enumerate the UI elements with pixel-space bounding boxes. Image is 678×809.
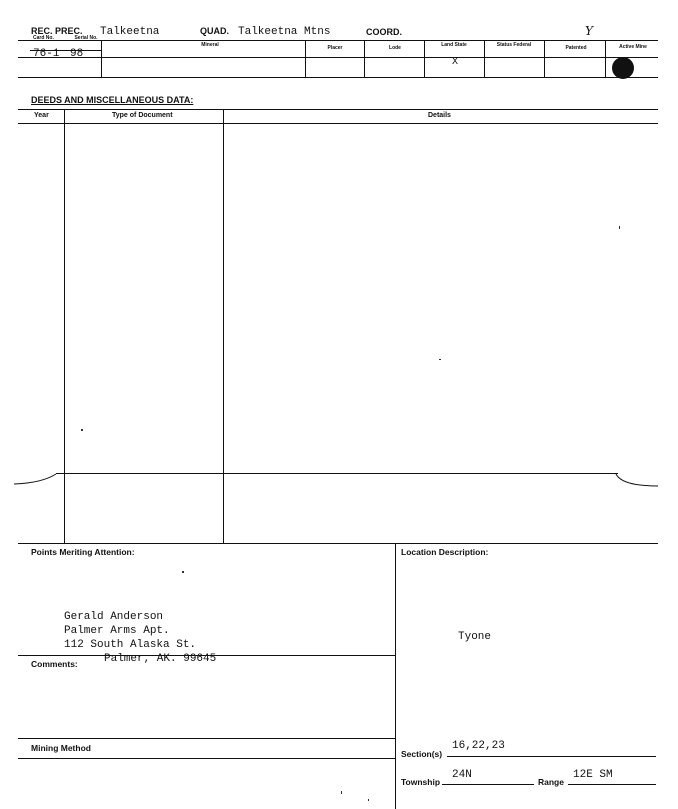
section-label: Section(s) [401, 749, 443, 759]
coord-mark: Y [585, 24, 593, 38]
col-divider [424, 40, 425, 77]
deeds-rule-bottom [18, 543, 658, 544]
land-state-value: X [452, 57, 459, 68]
scan-speck [439, 359, 441, 360]
placer-col-header: Placer [327, 45, 343, 51]
rec-prec-label: REC. PREC. [31, 26, 83, 36]
details-col-header: Details [428, 112, 451, 119]
mining-rule-bottom [18, 758, 395, 759]
address-line: Palmer, AK. 99645 [104, 653, 217, 665]
address-line: Gerald Anderson [64, 611, 164, 623]
col-divider [364, 40, 365, 77]
scan-speck [619, 226, 620, 229]
deeds-col-divider [223, 109, 224, 543]
serial-no-col-header: Serial No. [74, 35, 98, 41]
patented-col-header: Patented [565, 45, 587, 51]
mining-rule [18, 738, 395, 739]
range-underline [568, 784, 656, 785]
location-label: Location Description: [401, 547, 489, 557]
comments-label: Comments: [31, 659, 78, 669]
col-divider [544, 40, 545, 77]
scan-speck [182, 571, 184, 573]
year-col-header: Year [34, 112, 49, 119]
header-rule-top [18, 40, 658, 41]
fold-mark-left [12, 470, 62, 490]
serial-no-value: 98 [70, 48, 84, 60]
card-no-value: 76-1 [33, 48, 60, 60]
scan-speck [341, 791, 342, 794]
township-underline [442, 784, 534, 785]
township-label: Township [401, 777, 441, 787]
col-divider [605, 40, 606, 77]
address-line: 112 South Alaska St. [64, 639, 197, 651]
address-line: Palmer Arms Apt. [64, 625, 170, 637]
active-mine-marker [612, 57, 634, 79]
card-no-col-header: Card No. [33, 35, 54, 41]
type-col-header: Type of Document [112, 112, 173, 119]
status-federal-col-header: Status Federal [496, 42, 532, 48]
deeds-col-divider [64, 109, 65, 543]
coord-label: COORD. [366, 27, 402, 37]
header-rule-bottom [18, 77, 658, 78]
scan-speck [368, 799, 369, 801]
mining-method-label: Mining Method [31, 743, 91, 753]
points-label: Points Meriting Attention: [31, 547, 135, 557]
range-label: Range [538, 777, 564, 787]
deeds-rule-header [18, 123, 658, 124]
active-mine-col-header: Active Mine [619, 44, 647, 50]
header-rule-mid [18, 57, 658, 58]
section-value: 16,22,23 [452, 740, 505, 752]
section-underline [447, 756, 656, 757]
mineral-col-header: Mineral [201, 42, 219, 48]
col-divider [101, 40, 102, 77]
location-value: Tyone [458, 631, 492, 643]
lode-col-header: Lode [389, 45, 401, 51]
lower-col-divider [395, 543, 396, 809]
range-value: 12E SM [573, 769, 613, 781]
land-state-col-header: Land State [441, 42, 467, 48]
rec-prec-value: Talkeetna [100, 26, 160, 38]
col-divider [305, 40, 306, 77]
quad-value: Talkeetna Mtns [238, 26, 331, 38]
deeds-mid-rule [56, 473, 618, 474]
fold-mark-right [612, 470, 662, 492]
township-value: 24N [452, 769, 472, 781]
deeds-title: DEEDS AND MISCELLANEOUS DATA: [31, 95, 194, 105]
col-divider [484, 40, 485, 77]
deeds-rule-top [18, 109, 658, 110]
scan-speck [81, 429, 83, 431]
quad-label: QUAD. [200, 26, 229, 36]
